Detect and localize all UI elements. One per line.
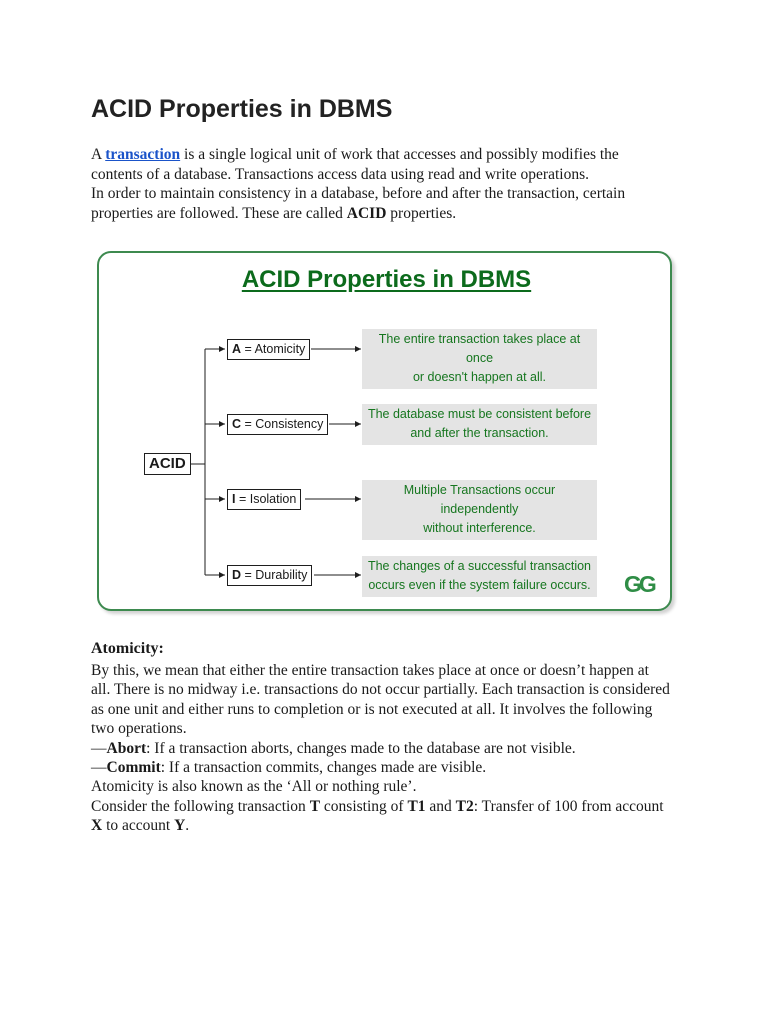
gfg-logo: GG [624, 571, 654, 597]
atomicity-label: = Atomicity [241, 342, 306, 356]
intro-text: In order to maintain consistency in a database, before and after the transaction, certain properties are followed. These are called [91, 185, 626, 222]
em-dash: — [91, 739, 107, 757]
description-line: and after the transaction. [410, 426, 549, 440]
acid-root-box: ACID [144, 453, 191, 475]
consider-text: consisting of [320, 797, 408, 815]
atomicity-letter: A [232, 342, 242, 356]
description-line: The changes of a successful transaction [367, 559, 592, 573]
description-line: without interference. [423, 521, 536, 535]
transaction-link[interactable]: transaction [105, 146, 181, 163]
commit-label: Commit [106, 759, 161, 777]
intro-paragraph [91, 145, 671, 223]
consider-text: . [185, 817, 190, 835]
intro-text: A [91, 146, 106, 163]
consistency-label: = Consistency [241, 417, 324, 431]
account-y: Y [174, 817, 186, 835]
em-dash: — [91, 759, 107, 777]
durability-description [362, 556, 597, 597]
isolation-letter: I [232, 492, 236, 506]
commit-text: : If a transaction commits, changes made are visible. [160, 759, 487, 777]
description-line: occurs even if the system failure occurs. [368, 578, 591, 592]
description-line: The entire transaction takes place at once [378, 332, 581, 365]
description-line: The database must be consistent before [367, 407, 592, 421]
consider-text: and [425, 797, 456, 815]
atomicity-box [227, 339, 310, 360]
durability-letter: D [232, 568, 242, 582]
isolation-description [362, 480, 597, 540]
acid-bold: ACID [346, 204, 387, 222]
intro-text: properties. [386, 204, 457, 222]
consider-text: Consider the following transaction [91, 797, 310, 815]
diagram-title: ACID Properties in DBMS [241, 266, 532, 293]
atomicity-rule: Atomicity is also known as the ‘All or nothing rule’. [91, 778, 417, 796]
intro-text: is a single logical unit of work that accesses and possibly modifies the contents of a database. Transactions access data using read and write operations. [91, 146, 619, 183]
consider-text: : Transfer of 100 from account [473, 797, 664, 815]
acid-diagram [97, 251, 672, 611]
description-line: or doesn't happen at all. [412, 370, 547, 384]
consistency-letter: C [232, 417, 242, 431]
abort-text: : If a transaction aborts, changes made to the database are not visible. [146, 739, 576, 757]
transaction-t2: T2 [455, 797, 474, 815]
atomicity-heading: Atomicity: [91, 640, 164, 657]
abort-label: Abort [106, 739, 147, 757]
durability-label: = Durability [241, 568, 308, 582]
account-x: X [91, 817, 103, 835]
page-title: ACID Properties in DBMS [91, 95, 393, 123]
durability-box [227, 565, 312, 586]
transaction-t1: T1 [407, 797, 426, 815]
transaction-t: T [309, 797, 321, 815]
consistency-box [227, 414, 328, 435]
isolation-label: = Isolation [235, 492, 297, 506]
consider-text: to account [102, 817, 175, 835]
description-line: Multiple Transactions occur independently [403, 483, 556, 516]
isolation-box [227, 489, 301, 510]
consistency-description [362, 404, 597, 445]
atomicity-body [91, 661, 671, 836]
atomicity-description [362, 329, 597, 389]
atomicity-intro: By this, we mean that either the entire transaction takes place at once or doesn’t happen at all. There is no midway i.e. transactions do not occur partially. Each transaction is considered as one unit and either runs to completion or is not executed at all. It involves the following two operations. [91, 662, 670, 738]
